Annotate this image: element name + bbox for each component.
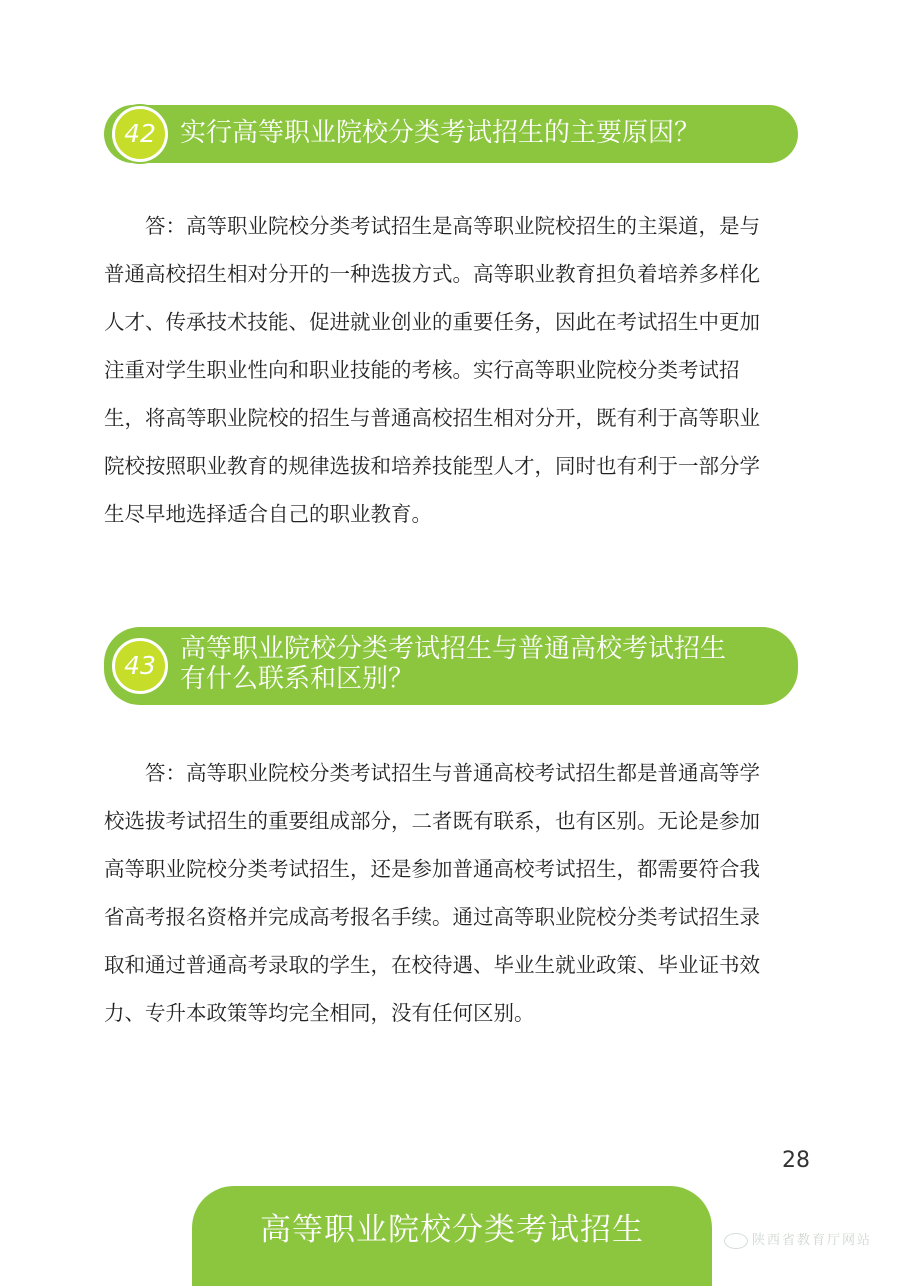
question-42-header bbox=[104, 105, 798, 163]
answer-line: 生，将高等职业院校的招生与普通高校招生相对分开，既有利于高等职业 bbox=[104, 406, 760, 430]
answer-43 bbox=[104, 749, 798, 1037]
question-title-line: 实行高等职业院校分类考试招生的主要原因？ bbox=[180, 118, 701, 148]
question-number-badge: 43 bbox=[112, 638, 168, 694]
answer-line: 校选拔考试招生的重要组成部分，二者既有联系，也有区别。无论是参加 bbox=[104, 809, 760, 833]
question-title bbox=[180, 634, 768, 694]
answer-line: 力、专升本政策等均完全相同，没有任何区别。 bbox=[104, 1001, 535, 1025]
answer-line: 省高考报名资格并完成高考报名手续。通过高等职业院校分类考试招生录 bbox=[104, 905, 760, 929]
footer-banner bbox=[192, 1186, 712, 1286]
answer-line: 取和通过普通高考录取的学生，在校待遇、毕业生就业政策、毕业证书效 bbox=[104, 953, 760, 977]
watermark bbox=[724, 1229, 872, 1249]
question-number-badge: 42 bbox=[112, 106, 168, 162]
answer-line: 人才、传承技术技能、促进就业创业的重要任务，因此在考试招生中更加 bbox=[104, 310, 760, 334]
watermark-text: 陕西省教育厅网站 bbox=[752, 1233, 873, 1248]
question-title-line: 高等职业院校分类考试招生与普通高校考试招生 bbox=[180, 634, 727, 664]
footer-title: 高等职业院校分类考试招生 bbox=[260, 1212, 644, 1248]
answer-line: 生尽早地选择适合自己的职业教育。 bbox=[104, 502, 432, 526]
watermark-logo-icon bbox=[724, 1233, 748, 1249]
answer-line: 答：高等职业院校分类考试招生与普通高校考试招生都是普通高等学 bbox=[145, 761, 760, 785]
question-title bbox=[180, 118, 768, 148]
answer-line: 答：高等职业院校分类考试招生是高等职业院校招生的主渠道，是与 bbox=[145, 214, 760, 238]
question-title-line: 有什么联系和区别？ bbox=[180, 664, 415, 694]
answer-42 bbox=[104, 202, 798, 538]
answer-line: 院校按照职业教育的规律选拔和培养技能型人才，同时也有利于一部分学 bbox=[104, 454, 760, 478]
page-number: 28 bbox=[782, 1148, 810, 1173]
answer-line: 高等职业院校分类考试招生，还是参加普通高校考试招生，都需要符合我 bbox=[104, 857, 760, 881]
question-43-header bbox=[104, 627, 798, 705]
answer-line: 普通高校招生相对分开的一种选拔方式。高等职业教育担负着培养多样化 bbox=[104, 262, 760, 286]
answer-line: 注重对学生职业性向和职业技能的考核。实行高等职业院校分类考试招 bbox=[104, 358, 740, 382]
